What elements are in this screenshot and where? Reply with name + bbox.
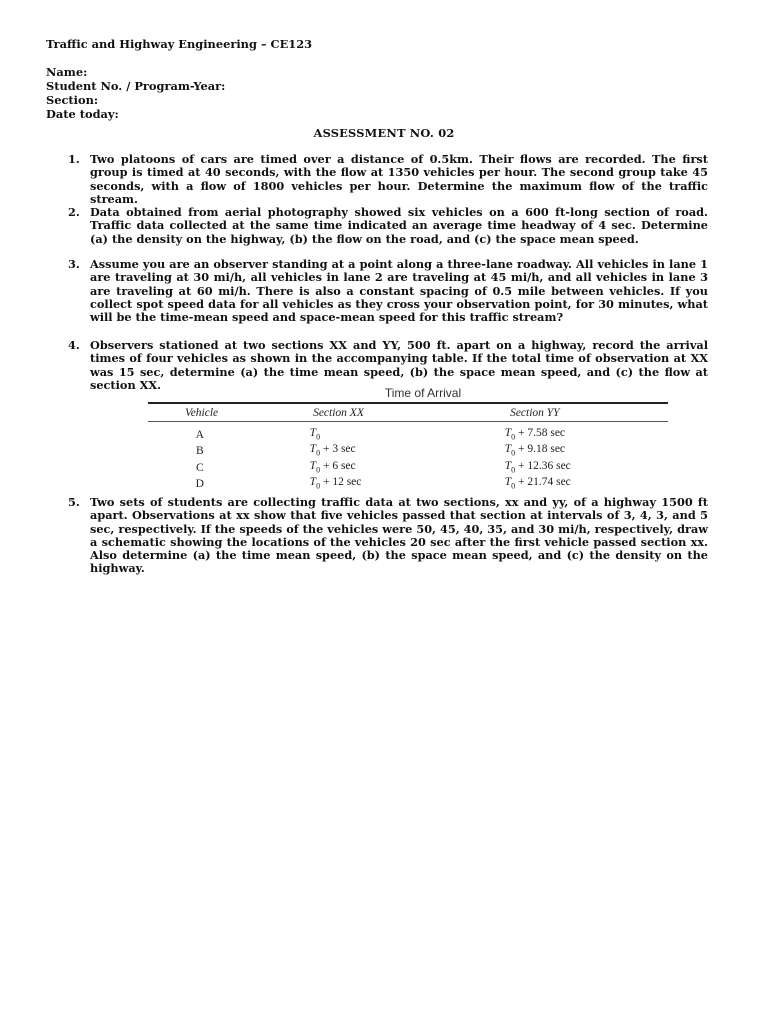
- question-1: [68, 153, 708, 206]
- cell-section-xx: $T_0 + 6$ sec: [309, 459, 356, 474]
- cell-section-xx: $T_0 + 12$ sec: [309, 475, 362, 491]
- cell-section-yy: $T_0 + 9.18$ sec: [504, 443, 566, 458]
- question-5: [68, 496, 708, 576]
- cell-section-xx: $T_0$: [309, 427, 321, 442]
- document-header: [46, 37, 312, 121]
- section-field-label: Section:: [46, 93, 99, 107]
- table-row: [148, 422, 668, 443]
- table-header-row: [148, 404, 668, 421]
- question-text: Observers stationed at two sections XX and YY, 500 ft. apart on a highway, record the arrival times of four vehicles as shown in the accompanying table. If the total time of observation at XX was 15 sec, determine (a) the time mean speed, (b) the space mean speed, and (c) the flow at section XX.: [90, 338, 708, 392]
- arrival-table: [148, 404, 668, 421]
- question-number: 5.: [68, 495, 80, 509]
- table-row: [148, 476, 668, 492]
- cell-vehicle: A: [195, 429, 204, 442]
- table-row: [148, 460, 668, 476]
- cell-vehicle: D: [195, 478, 204, 491]
- question-text: Assume you are an observer standing at a point along a three-lane roadway. All vehicles in lane 1 are traveling at 30 mi/h, all vehicles in lane 2 are traveling at 45 mi/h, and all vehicles in lane 3 are traveling at 60 mi/h. There is also a constant spacing of 0.5 mile between vehicles. If you collect spot speed data for all vehicles as they cross your observation point, for 30 minutes, what will be the time-mean speed and space-mean speed for this traffic stream?: [90, 257, 708, 325]
- question-text: Data obtained from aerial photography showed six vehicles on a 600 ft-long section of road. Traffic data collected at the same time indicated an average time headway of 4 sec. Determine (a) the density on the highway, (b) the flow on the road, and (c) the space mean speed.: [90, 205, 708, 246]
- date-field-label: Date today:: [46, 107, 119, 121]
- question-2: [68, 206, 708, 246]
- cell-vehicle: C: [196, 461, 204, 474]
- course-title: Traffic and Highway Engineering – CE123: [46, 37, 313, 51]
- table-row: [148, 443, 668, 459]
- header-section-xx: Section XX: [313, 406, 364, 419]
- header-vehicle: Vehicle: [184, 406, 219, 419]
- table-title: Time of Arrival: [384, 386, 462, 400]
- cell-section-xx: $T_0 + 3$ sec: [309, 443, 356, 458]
- question-number: 4.: [68, 338, 80, 352]
- cell-section-yy: $T_0 + 7.58$ sec: [504, 427, 566, 442]
- cell-section-yy: $T_0 + 12.36$ sec: [504, 459, 571, 474]
- question-number: 3.: [68, 257, 80, 271]
- question-4: [68, 339, 708, 392]
- question-number: 2.: [68, 205, 80, 219]
- arrival-table-body: [148, 422, 668, 492]
- header-section-yy: Section YY: [510, 406, 560, 419]
- cell-vehicle: B: [196, 445, 204, 458]
- arrival-time-table: [148, 386, 668, 492]
- question-text: Two platoons of cars are timed over a distance of 0.5km. Their flows are recorded. The first group is timed at 40 seconds, with the flow at 1350 vehicles per hour. The second group take 45 seconds, with a flow of 1800 vehicles per hour. Determine the maximum flow of the traffic stream.: [90, 152, 708, 206]
- student-no-field-label: Student No. / Program-Year:: [46, 79, 226, 93]
- question-3: [68, 258, 708, 324]
- name-field-label: Name:: [46, 65, 88, 79]
- question-number: 1.: [68, 152, 80, 166]
- question-text: Two sets of students are collecting traffic data at two sections, xx and yy, of a highway 1500 ft apart. Observations at xx show that five vehicles passed that section at intervals of 3, 4, 3, and 5 sec, respectively. If the speeds of the vehicles were 50, 45, 40, 35, and 30 mi/h, respectively, draw a schematic showing the locations of the vehicles 20 sec after the first vehicle passed section xx. Also determine (a) the time mean speed, (b) the space mean speed, and (c) the density on the highway.: [90, 495, 708, 576]
- assessment-title: ASSESSMENT NO. 02: [313, 126, 455, 140]
- cell-section-yy: $T_0 + 21.74$ sec: [504, 475, 571, 491]
